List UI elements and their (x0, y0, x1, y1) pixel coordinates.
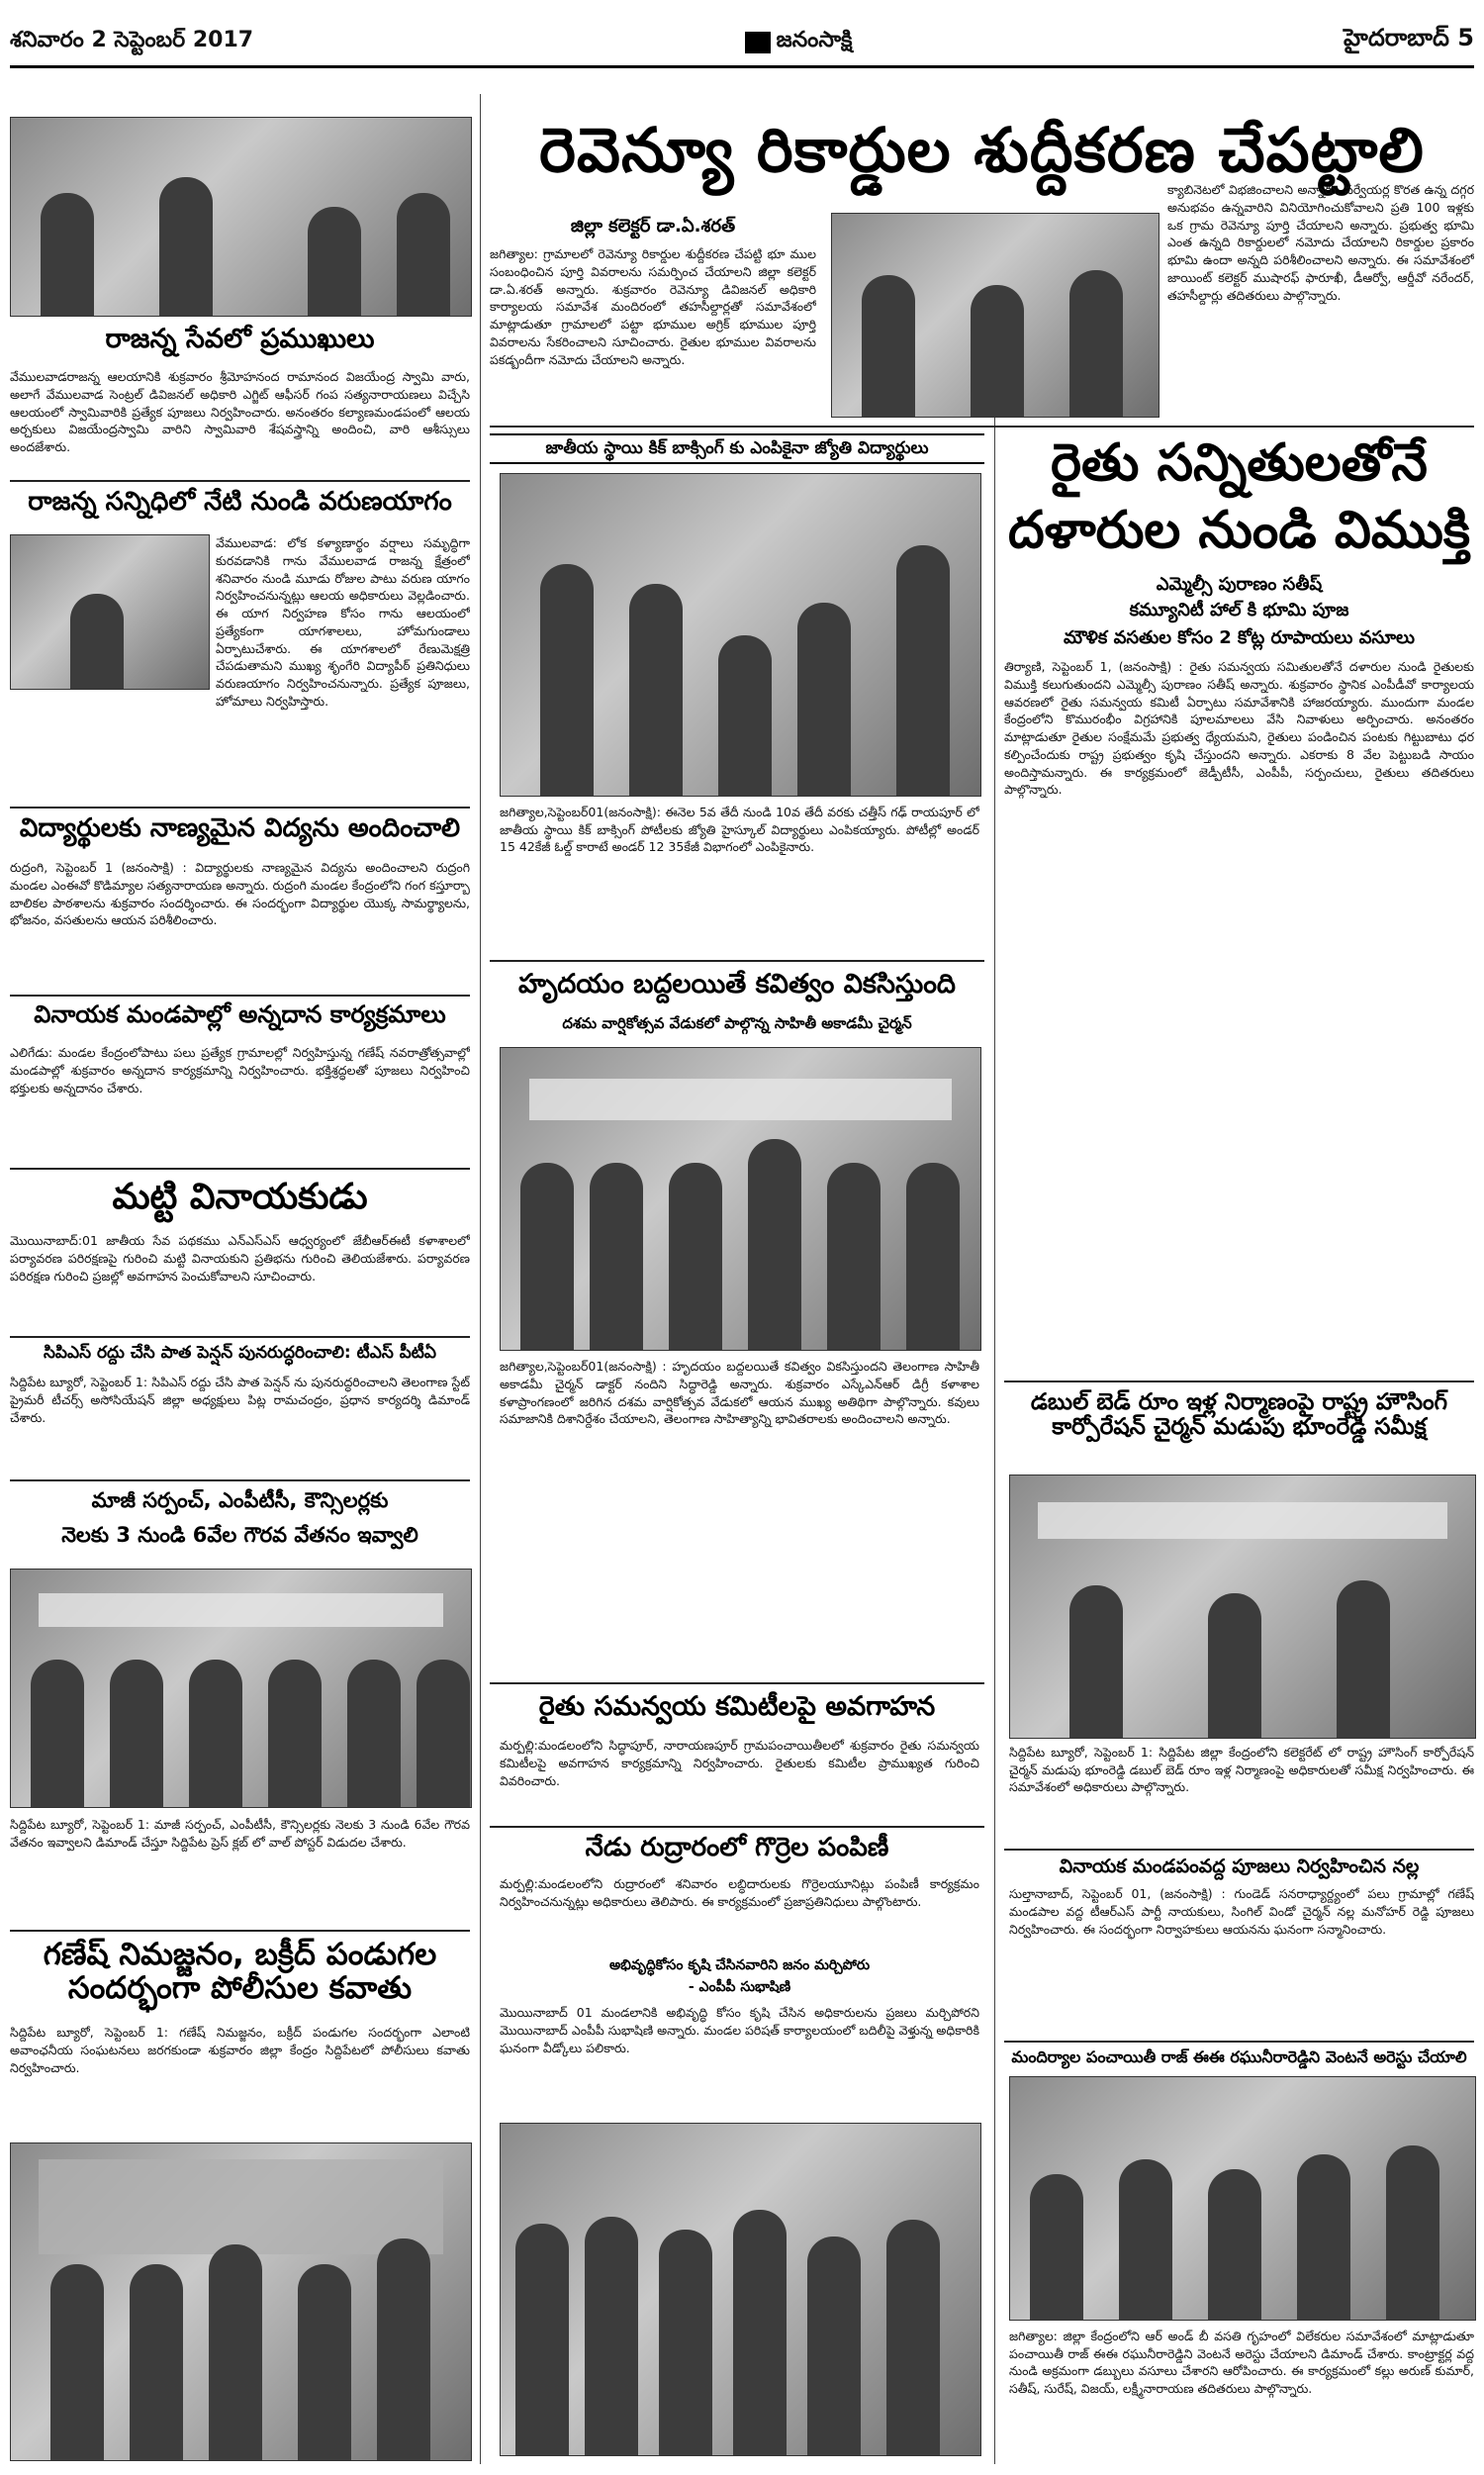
story-body: మర్పల్లి:మండలంలోని రుద్రారంలో శనివారం లబ్ధిదారులకు గొర్రెలయూనిట్లు పంపిణీ కార్యక్రమం నిర్వహించనున్నట్లు అధికారులు తెలిపారు. ఈ కార్యక్రమంలో ప్రజాప్రతినిధులు పాల్గొంటారు. (500, 1876, 979, 1909)
section-divider (490, 426, 1474, 428)
section-divider (1004, 1380, 1474, 1382)
section-divider (1004, 1849, 1474, 1851)
story-headline: సిపిఎస్ రద్దు చేసి పాత పెన్షన్ పునరుద్ధరించాలి: టీఎస్ పీటీఏ (43, 1343, 437, 1363)
academy-event-photo (500, 1047, 981, 1351)
story-body: సిద్దిపేట బ్యూరో, సెప్టెంబర్ 1: సిపిఎస్ రద్దు చేసి పాత పెన్షన్ ను పునరుద్ధరించాలని తెలంగాణ స్టేట్ ప్రైమరీ టీచర్స్ అసోసియేషన్ జిల్లా అధ్యక్షులు పిట్ల రామచంద్రం, ప్రధాన కార్యదర్శి డిమాండ్ చేశారు. (10, 1375, 470, 1425)
photo-caption: జగిత్యాల: జిల్లా కేంద్రంలోని ఆర్ అండ్ బీ వసతి గృహంలో విలేకరుల సమావేశంలో మాట్లాడుతూ పంచాయితీ రాజ్ ఈఈ రఘునీరారెడ్డిని వెంటనే అరెస్టు చేయాలని డిమాండ్ చేశారు. కాంట్రాక్టర్ల వద్ద నుండి అక్రమంగా డబ్బులు వసూలు చేశారని ఆరోపించారు. ఈ కార్యక్రమంలో కల్లు అరుణ్ కుమార్, సతీష్, సురేష్, విజయ్, లక్ష్మీనారాయణ తదితరులు పాల్గొన్నారు. (1009, 2329, 1474, 2396)
column-rule (480, 94, 481, 2464)
lead-headline: రెవెన్యూ రికార్డుల శుద్దీకరణ చేపట్టాలి (539, 114, 1425, 186)
story-body: రుద్రంగి, సెప్టెంబర్ 1 (జనంసాక్షి) : విద్యార్థులకు నాణ్యమైన విద్యను అందించాలని రుద్రంగి మండల ఎంఈవో కొడిమ్యాల సత్యనారాయణ అన్నారు. రుద్రంగి మండల కేంద్రంలోని గంగ కస్తూర్బా బాలికల పాఠశాలను శుక్రవారం సందర్శించారు. ఈ సందర్భంగా విద్యార్థుల యొక్క సామర్థ్యాలను, భోజనం, వసతులను ఆయన పరిశీలించారు. (10, 860, 470, 928)
issue-date: శనివారం 2 సెప్టెంబర్ 2017 (10, 28, 254, 52)
housing-review-photo (1009, 1475, 1476, 1739)
story-body: మొయినాబాద్ 01 మండలానికి అభివృద్ధి కోసం కృషి చేసిన అధికారులను ప్రజలు మర్చిపోరని మొయినాబాద్ ఎంపీపీ సుభాషిణి అన్నారు. మండల పరిషత్ కార్యాలయంలో బదిలీపై వెళ్తున్న అధికారికి ఘనంగా వీడ్కోలు పలికారు. (500, 2005, 979, 2055)
story-headline: విద్యార్థులకు నాణ్యమైన విద్యను అందించాలి (19, 813, 461, 843)
story-headline: మట్టి వినాయకుడు (112, 1177, 368, 1217)
masthead (10, 8, 1474, 68)
story-body: మొయినాబాద్:01 జాతీయ సేవ పథకము ఎన్ఎస్ఎస్ ఆధ్వర్యంలో జేబీఆర్ఈటీ కళాశాలలో పర్యావరణ పరిరక్షణపై గురించి మట్టి వినాయకుని ప్రతిభను గురించి తెలియజేశారు. పర్యావరణ పరిరక్షణ గురించి ప్రజల్లో అవగాహన పెంచుకోవాలని సూచించారు. (10, 1233, 470, 1284)
photo-caption: సిద్దిపేట బ్యూరో, సెప్టెంబర్ 1: మాజీ సర్పంచ్, ఎంపీటీసీ, కౌన్సిలర్లకు నెలకు 3 నుండి 6వేల గౌరవ వేతనం ఇవ్వాలని డిమాండ్ చేస్తూ సిద్దిపేట ప్రెస్ క్లబ్ లో వాల్ పోస్టర్ విడుదల చేశారు. (10, 1817, 470, 1850)
story-headline: నేడు రుద్రారంలో గొర్రెల పంపిణీ (585, 1833, 889, 1862)
photo-caption: జగిత్యాల,సెప్టెంబర్01(జనంసాక్షి): ఈనెల 5వ తేదీ నుండి 10వ తేదీ వరకు చత్తీస్ గఢ్ రాయపూర్ లో జాతీయ స్థాయి కిక్ బాక్సింగ్ పోటీలకు జ్యోతి హైస్కూల్ విద్యార్థులు ఎంపికయ్యారు. పోటీల్లో అండర్ 15 42కేజీ ఓల్డ్ కారాటే అండర్ 12 35కేజీ విభాగంలో ఎంపికైనారు. (500, 805, 979, 854)
story-headline: మందిర్యాల పంచాయితీ రాజ్ ఈఈ రఘునీరారెడ్డిని వెంటనే అరెస్టు చేయాలి (1011, 2047, 1467, 2066)
story-headline: గణేష్ నిమజ్జనం, బక్రీద్ పండుగల సందర్భంగా పోలీసుల కవాతు (43, 1937, 437, 2007)
story-headline: జాతీయ స్థాయి కిక్ బాక్సింగ్ కు ఎంపికైనా జ్యోతి విద్యార్థులు (490, 433, 984, 464)
story-subheadline: దశమ వార్షికోత్సవ వేడుకలో పాల్గొన్న సాహితీ అకాడమీ చైర్మన్ (562, 1014, 912, 1032)
story-body: ఎలిగేడు: మండల కేంద్రంలోపాటు పలు ప్రత్యేక గ్రామాలల్లో నిర్వహిస్తున్న గణేష్ నవరాత్రోత్సవాల్లో మండపాల్లో శుక్రవారం అన్నదాన కార్యక్రమాన్ని నిర్వహించారు. భక్తిశ్రద్ధలతో పూజలు నిర్వహించి భక్తులకు అన్నదానం చేశారు. (10, 1045, 470, 1095)
farewell-event-photo (500, 2123, 981, 2456)
story-headline: వినాయక మండపాల్లో అన్నదాన కార్యక్రమాలు (34, 1000, 446, 1028)
yagam-photo (10, 534, 210, 690)
story-body: వేములవాడరాజన్న ఆలయానికి శుక్రవారం శ్రీమోహనంద రామానంద విజయేంద్ర స్వామి వారు, అలాగే వేములవాడ సెంట్రల్ డివిజనల్ అధికారి ఎగ్జిట్ ఆఫీసర్ గంప సత్యనారాయణలు విచ్చేసి ఆలయంలో స్వామివారికి ప్రత్యేక పూజలు నిర్వహించారు. అనంతరం కల్యాణమండపంలో ఆలయ అర్చకులు విజయేంద్రస్వామి వారిని స్వామివారి శేషవస్త్రాన్ని అందించి, వారి ఆశీస్సులు అందజేశారు. (10, 369, 470, 454)
students-award-photo (500, 473, 981, 797)
section-divider (490, 1826, 984, 1828)
story-body: మర్పల్లి:మండలంలోని సిద్ధాపూర్, నారాయణపూర్ గ్రామపంచాయితీలలో శుక్రవారం రైతు సమన్వయ కమిటీలపై అవగాహన కార్యక్రమాన్ని నిర్వహించారు. రైతులకు కమిటీల ప్రాముఖ్యత గురించి వివరించారు. (500, 1738, 979, 1788)
press-meet-photo (1009, 2076, 1476, 2321)
lead-byline: జిల్లా కలెక్టర్ డా.ఏ.శరత్ (570, 216, 736, 237)
photo-caption: సిద్దిపేట బ్యూరో, సెప్టెంబర్ 1: సిద్దిపేట జిల్లా కేంద్రంలోని కలెక్టరేట్ లో రాష్ట్ర హౌసింగ్ కార్పోరేషన్ చైర్మన్ మడుపు భూంరెడ్డి డబుల్ బెడ్ రూం ఇళ్ల నిర్మాణంపై అధికారులతో సమీక్ష నిర్వహించారు. ఈ సమావేశంలో అధికారులు పాల్గొన్నారు. (1009, 1745, 1474, 1794)
story-headline: డబుల్ బెడ్ రూం ఇళ్ల నిర్మాణంపై రాష్ట్ర హౌసింగ్ కార్పోరేషన్ చైర్మన్ మడుపు భూంరెడ్డి సమీక్ష (1030, 1389, 1448, 1441)
story-headline: మాజీ సర్పంచ్, ఎంపీటీసీ, కౌన్సిలర్లకు (91, 1488, 389, 1512)
story-headline: రాజన్న సన్నిధిలో నేటి నుండి వరుణయాగం (28, 487, 452, 517)
section-divider (10, 1930, 470, 1932)
lead-body: జగిత్యాల: గ్రామాలలో రెవెన్యూ రికార్డుల శుద్దీకరణ చేపట్టి భూ ముల సంబంధించిన పూర్తి వివరాలను సమర్పించ చేయాలని జిల్లా కలెక్టర్ డా.ఏ.శరత్ అన్నారు. శుక్రవారం రెవెన్యూ డివిజనల్ అధికారి కార్యాలయ సమావేశ మందిరంలో తహసీల్దార్లతో సమావేశంలో మాట్లాడుతూ గ్రామాలలో పట్టా భూముల అగ్రిక్ భూముల పూర్తి వివరాలను సేకరించాలని సూచించారు. రైతుల భూముల వివరాలను పకడ్బందీగా నమోదు చేయాలని అన్నారు. (490, 246, 816, 367)
story-headline: హృదయం బద్దలయితే కవిత్వం వికసిస్తుంది (517, 969, 956, 1000)
story-subheadline: నెలకు 3 నుండి 6వేల గౌరవ వేతనం ఇవ్వాలి (61, 1523, 418, 1547)
paper-name: జనంసాక్షి (776, 28, 853, 52)
page-label: హైదరాబాద్ 5 (1344, 24, 1474, 51)
story-subheadline: కమ్యూనిటీ హాల్ కి భూమి పూజ (1129, 600, 1349, 620)
section-divider (10, 807, 470, 809)
section-divider (10, 1336, 470, 1338)
section-divider (10, 1479, 470, 1481)
story-body: వేములవాడ: లోక కళ్యాణార్థం వర్షాలు సమృద్ధిగా కురవడానికి గాను వేములవాడ రాజన్న క్షేత్రంలో శనివారం నుండి మూడు రోజుల పాటు వరుణ యాగం నిర్వహించనున్నట్లు ఆలయ అధికారులు వెల్లడించారు. ఈ యాగ నిర్వహణ కోసం గాను ఆలయంలో ప్రత్యేకంగా యాగశాలలు, హోమగుండాలు ఏర్పాటుచేశారు. ఈ యాగశాలలో రేణుమెక్షత్రి చేపడుతామని ముఖ్య శృంగేరి విద్యాపీఠ్ ప్రతినిధులు వరుణయాగం నిర్వహించనున్నారు. ప్రత్యేక పూజలు, హోమాలు నిర్వహిస్తారు. (216, 535, 470, 709)
quote-attribution: - ఎంపీపీ సుభాషిణి (688, 1979, 791, 1995)
collector-meeting-photo (831, 213, 1159, 418)
column-rule (994, 366, 995, 2464)
section-divider (490, 960, 984, 962)
section-divider (10, 995, 470, 997)
story-body: తిర్యాణి, సెప్టెంబర్ 1, (జనంసాక్షి) : రైతు సమన్వయ సమితులతోనే దళారుల నుండి రైతులకు విముక్తి కలుగుతుందని ఎమ్మెల్సీ పురాణం సతీష్ అన్నారు. శుక్రవారం స్థానిక ఎంపీడీవో కార్యాలయ ఆవరణలో రైతు సమన్వయ కమిటీ ఏర్పాటు సమావేశానికి హాజరయ్యారు. ముందుగా మండల కేంద్రంలోని కొమురంభీం విగ్రహానికి పూలమాలలు వేసి నివాళులు అర్పించారు. అనంతరం మాట్లాడుతూ రైతుల సంక్షేమమే ప్రభుత్వ ధ్యేయమని, రైతులు పండించిన పంటకు గిట్టుబాటు ధర కల్పించేందుకు రాష్ట్ర ప్రభుత్వం కృషి చేస్తుందని అన్నారు. ఎకరాకు 8 వేల పెట్టుబడి సాయం అందిస్తామన్నారు. ఈ కార్యక్రమంలో జెడ్పీటీసీ, ఎంపీపీ, సర్పంచులు, రైతులు తదితరులు పాల్గొన్నారు. (1004, 659, 1474, 798)
section-divider (1004, 2041, 1474, 2043)
story-headline: వినాయక మండపంవద్ద పూజలు నిర్వహించిన నల్ల (1059, 1856, 1420, 1877)
story-body: సుల్తానాబాద్, సెప్టెంబర్ 01, (జనంసాక్షి) : గుండెడ్ సనరాధ్యార్ద్యంలో పలు గ్రామాల్లో గణేష్ మండపాల వద్ద టీఆర్ఎస్ పార్టీ నాయకులు, సింగిల్ విండో చైర్మన్ నల్ల మనోహర్ రెడ్డి పూజలు నిర్వహించారు. ఈ సందర్భంగా నిర్వాహకులు ఆయనను ఘనంగా సన్మానించారు. (1009, 1886, 1474, 1937)
story-byline: ఎమ్మెల్సీ పురాణం సతీష్ (1156, 574, 1323, 595)
poster-release-photo (10, 1569, 472, 1808)
story-headline: రైతు సమన్వయ కమిటీలపై అవగాహన (538, 1691, 936, 1722)
farmers-headline-line1: రైతు సన్నితులతోనే (1051, 433, 1428, 493)
story-subheadline: మౌళిక వసతుల కోసం 2 కోట్ల రూపాయలు వసూలు (1063, 627, 1416, 648)
story-body: జగిత్యాల,సెప్టెంబర్01(జనంసాక్షి) : హృదయం బద్దలయితే కవిత్వం వికసిస్తుందని తెలంగాణ సాహితీ అకాడమీ చైర్మన్ డాక్టర్ నందిని సిద్ధారెడ్డి అన్నారు. శుక్రవారం ఎస్కేఎన్ఆర్ డిగ్రీ కళాశాల కళాప్రాంగణంలో జరిగిన దశమ వార్షికోత్సవ వేడుకలో ఆయన ముఖ్య అతిథిగా పాల్గొన్నారు. కవులు సమాజానికి దిశానిర్దేశం చేయాలని, తెలంగాణ సాహిత్యాన్ని భావితరాలకు అందించాలని అన్నారు. (500, 1359, 979, 1427)
section-divider (10, 480, 470, 482)
logo-icon (745, 32, 771, 53)
story-body: సిద్దిపేట బ్యూరో, సెప్టెంబర్ 1: గణేష్ నిమజ్జనం, బక్రీద్ పండుగల సందర్భంగా ఎలాంటి అవాంఛనీయ సంఘటనలు జరగకుండా శుక్రవారం జిల్లా కేంద్రం సిద్దిపేటలో పోలీసులు కవాతు నిర్వహించారు. (10, 2025, 470, 2075)
quote-headline: అభివృద్ధికోసం కృషి చేసినవారిని జనం మర్చిపోరు (608, 1957, 871, 1973)
paper-logo (745, 28, 853, 65)
police-march-photo (10, 2142, 472, 2461)
story-headline: రాజన్న సేవలో ప్రముఖులు (105, 324, 375, 354)
section-divider (490, 1682, 984, 1684)
lead-body-continued: క్యాబినెటలో విభజించాలని అన్నారు. సర్వేయర్ల కొరత ఉన్న దగ్గర అనుభవం ఉన్నవారిని వినియోగించుకోవాలని ప్రతి 100 ఇళ్లకు ఒక గ్రామ రెవెన్యూ పూర్తి చేయాలని అన్నారు. ప్రభుత్వ భూమి ఎంత ఉన్నది రికార్డులలో నమోదు చేయాలని రికార్డుల ప్రకారం భూమి ఉందా అన్నది పరిశీలించాలని అన్నారు. ఈ సమావేశంలో జాయింట్ కలెక్టర్ ముషారఫ్ ఫారూఖీ, డీఆర్వో, ఆర్డీవో నరేందర్, తహసీల్దార్లు తదితరులు పాల్గొన్నారు. (1167, 182, 1474, 303)
section-divider (10, 1168, 470, 1170)
temple-photo (10, 117, 472, 317)
farmers-headline-line2: దళారుల నుండి విముక్తి (1008, 501, 1470, 560)
